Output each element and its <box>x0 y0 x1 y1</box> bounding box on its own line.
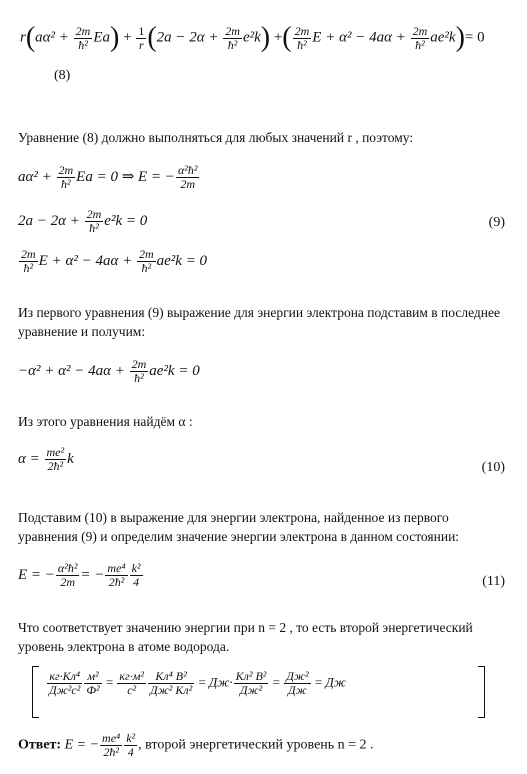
answer-label: Ответ: <box>18 737 62 753</box>
equation-substituted: −α² + α² − 4aα + $\frac{2m}{\text{ħ²}}$ ae²k = 0 <box>18 357 200 385</box>
system-line-3: $\frac{2m}{\text{ħ²}}$ E + α² − 4aα + $\frac{2m}{\text{ħ²}}$ ae²k = 0 <box>21 247 208 275</box>
equation-11-label: (11) <box>482 574 505 589</box>
equation-11: E = − $\frac{\text{α²ħ²}}{2m}$ = − $\frac{\text{me⁴}}{\text{2ħ²}}$ $\frac{\text{k²}}{4}$ <box>18 561 141 589</box>
system-line-1: aα² + $\frac{2m}{\text{ħ²}}$ Ea = 0 ⇒ E = − $\frac{\text{α²ħ²}}{2m}$ <box>18 163 198 191</box>
paragraph-4: Подставим (10) в выражение для энергии электрона, найденное из первого уравнения (9) и определим значение энергии электрона в данном состоянии: <box>18 510 460 544</box>
paragraph-3: Из этого уравнения найдём α : <box>18 414 193 429</box>
units-bracket-right <box>478 666 485 718</box>
equation-8: r(aα² + $\frac{2m}{\text{ħ²}}$ Ea) + $\frac{1}{r}$ (2a − 2α + $\frac{2m}{\text{ħ²}}$ e²k) +( $\frac{2m}{\text{ħ²}}$ E + α² − 4aα + $\frac{2m}{\text{ħ²}}$ ae²k)= 0 <box>20 22 485 53</box>
answer: Ответ: E = − $\frac{\text{me⁴}}{\text{2ħ²}}$ $\frac{\text{k²}}{4}$ , второй энергетический уровень n = 2 . <box>18 731 374 759</box>
paragraph-5: Что соответствует значению энергии при n = 2 , то есть второй энергетический уровень электрона в атоме водорода. <box>18 620 473 654</box>
equation-10: α = $\frac{\text{me²}}{\text{2ħ²}}$ k <box>18 445 74 473</box>
units-bracket-left <box>32 666 39 718</box>
equation-10-label: (10) <box>481 460 505 475</box>
equation-9-label: (9) <box>488 215 505 230</box>
equation-8-label: (8) <box>54 68 71 83</box>
paragraph-2: Из первого уравнения (9) выражение для энергии электрона подставим в последнее уравнение и получим: <box>18 305 500 339</box>
paragraph-1: Уравнение (8) должно выполняться для любых значений r , поэтому: <box>18 130 414 145</box>
system-line-2: 2a − 2α + $\frac{2m}{\text{ħ²}}$ e²k = 0 <box>18 207 148 235</box>
units-check: $\frac{\text{кг·Кл⁴}}{\text{Дж²с²}}$ $\frac{\text{м²}}{\text{Ф²}}$ = $\frac{\text{кг·м²}}{\text{с²}}$ $\frac{\text{Кл⁴ В²}}{\text{Дж² Кл²}}$ = Дж· $\frac{\text{Кл² В²}}{\text{Дж²}}$ = $\frac{\text{Дж²}}{Дж}$ = Дж <box>49 669 346 697</box>
